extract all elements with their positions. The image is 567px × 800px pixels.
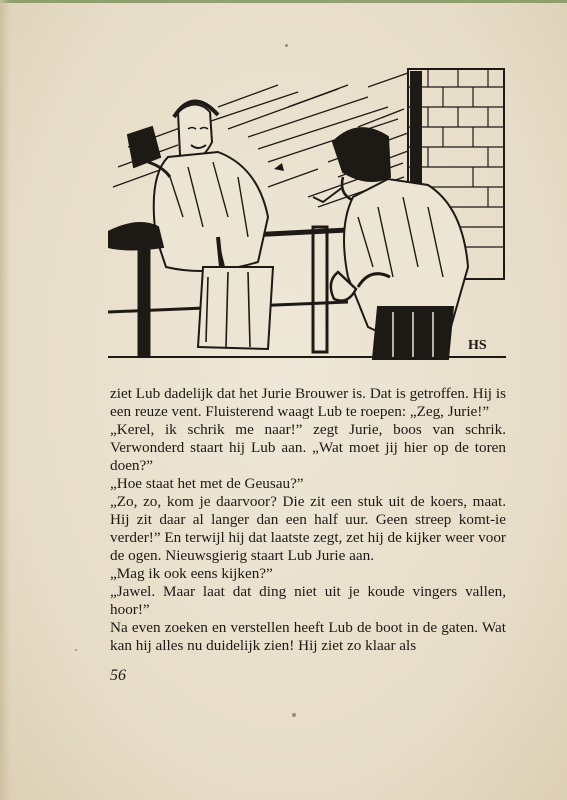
paragraph: „Mag ik ook eens kijken?” xyxy=(110,565,273,582)
paragraph: „Hoe staat het met de Geusau?” xyxy=(110,475,304,492)
page-gutter-shadow xyxy=(0,0,10,800)
body-text xyxy=(110,385,506,655)
figure-lub xyxy=(313,128,468,359)
illustration-drawing xyxy=(108,67,506,367)
paper-speck xyxy=(285,44,288,47)
paper-speck xyxy=(75,649,77,651)
paragraph: ziet Lub dadelijk dat het Jurie Brouwer is. Dat is getroffen. Hij is een reuze vent. Fluisterend waagt Lub te roepen: „Zeg, Jurie!” xyxy=(110,385,506,420)
page-number: 56 xyxy=(110,667,126,684)
paragraph: Na even zoeken en verstellen heeft Lub de boot in de gaten. Wat kan hij alles nu duidelijk zien! Hij ziet zo klaar als xyxy=(110,619,506,654)
paragraph: „Jawel. Maar laat dat ding niet uit je koude vingers vallen, hoor!” xyxy=(110,583,506,618)
paragraph: „Zo, zo, kom je daarvoor? Die zit een stuk uit de koers, maat. Hij zit daar al langer dan een half uur. Geen streep komt-ie verder!” En terwijl hij dat laatste zegt, zet hij de kijker weer voor de ogen. Nieuwsgierig staart Lub Jurie aan. xyxy=(110,493,506,564)
paragraph: „Kerel, ik schrik me naar!” zegt Jurie, boos van schrik. Verwonderd staart hij Lub aan. „Wat moet jij hier op de toren doen?” xyxy=(110,421,506,474)
artist-signature: HS xyxy=(468,338,487,353)
top-edge xyxy=(0,0,567,3)
illustration xyxy=(108,67,506,367)
paper-speck xyxy=(292,713,296,717)
bird xyxy=(274,163,284,171)
